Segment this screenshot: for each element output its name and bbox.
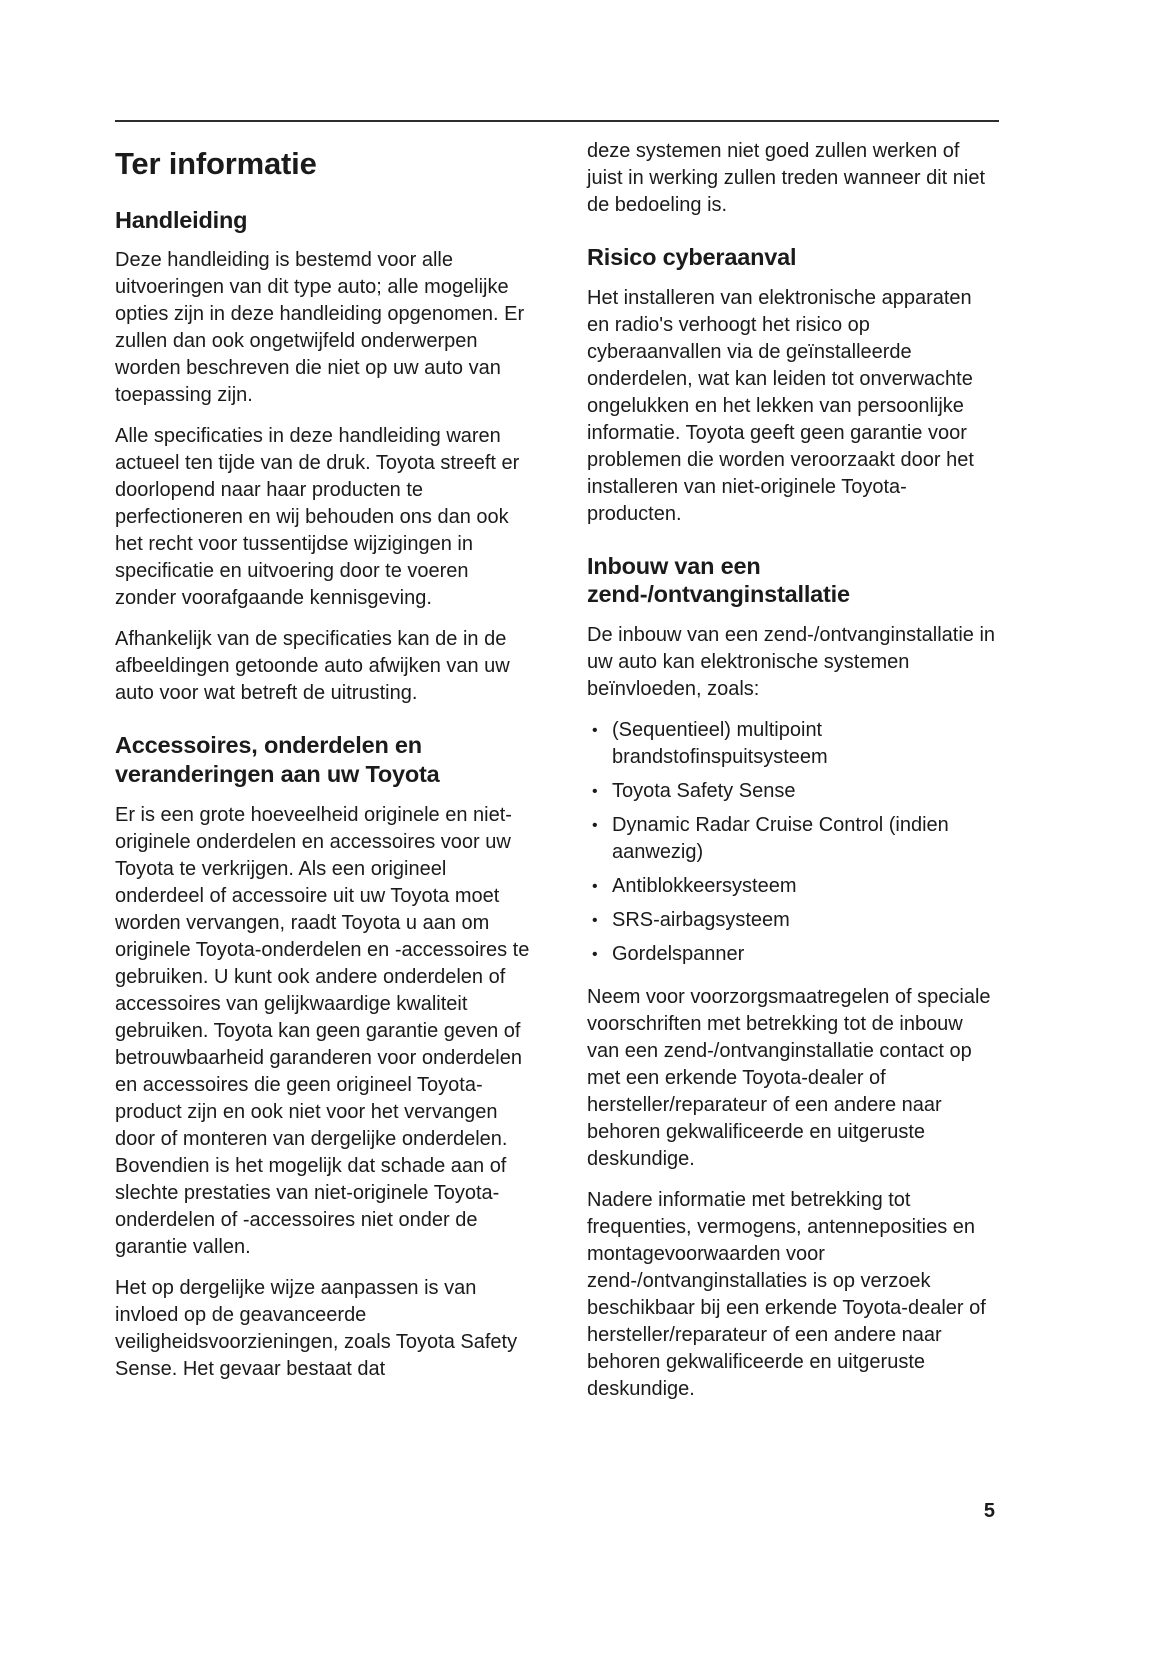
paragraph: deze systemen niet goed zullen werken of juist in werking zullen treden wanneer dit niet de bedoeling is. <box>587 140 985 216</box>
two-column-layout <box>115 138 999 1417</box>
list-item: • Antiblokkeersysteem <box>587 873 999 900</box>
list-item: • Dynamic Radar Cruise Control (indien aanwezig) <box>587 812 999 866</box>
bullet-list <box>587 717 999 968</box>
section-heading: Accessoires, onderdelen en veranderingen aan uw Toyota <box>115 732 440 787</box>
paragraph: Het op dergelijke wijze aanpassen is van invloed op de geavanceerde veiligheidsvoorzieningen, zoals Toyota Safety Sense. Het gevaar bestaat dat <box>115 1276 518 1380</box>
paragraph: Nadere informatie met betrekking tot frequenties, vermogens, antenneposities en montagevoorwaarden voor zend-/ontvanginstallaties is op verzoek beschikbaar bij een erkende Toyota-dealer of hersteller/reparateur of een andere naar behoren gekwalificeerde en uitgeruste deskundige. <box>587 1188 986 1400</box>
document-title: Ter informatie <box>115 146 317 181</box>
list-item: • Toyota Safety Sense <box>587 778 999 805</box>
section-heading: Risico cyberaanval <box>587 244 797 270</box>
section-heading: Inbouw van een zend-/ontvanginstallatie <box>587 552 850 608</box>
paragraph: Alle specificaties in deze handleiding waren actueel ten tijde van de druk. Toyota streeft er doorlopend naar haar producten te perfectioneren en wij behouden ons dan ook het recht voor tussentijdse wijzigingen in specificatie en uitvoering door te voeren zonder voorafgaande kennisgeving. <box>115 425 520 610</box>
list-item: • Gordelspanner <box>587 941 999 968</box>
list-item: • (Sequentieel) multipoint brandstofinspuitsysteem <box>587 717 999 771</box>
right-column <box>587 138 999 1417</box>
list-item: • SRS-airbagsysteem <box>587 907 999 934</box>
paragraph: Deze handleiding is bestemd voor alle uitvoeringen van dit type auto; alle mogelijke opties zijn in deze handleiding opgenomen. Er zullen dan ook ongetwijfeld onderwerpen worden beschreven die niet op uw auto van toepassing zijn. <box>115 249 525 407</box>
paragraph: Neem voor voorzorgsmaatregelen of speciale voorschriften met betrekking tot de inbouw van een zend-/ontvanginstallatie contact op met een erkende Toyota-dealer of hersteller/reparateur of een andere naar behoren gekwalificeerde en uitgeruste deskundige. <box>587 985 991 1170</box>
left-column <box>115 138 533 1397</box>
section-heading: Handleiding <box>115 206 248 233</box>
paragraph: De inbouw van een zend-/ontvanginstallatie in uw auto kan elektronische systemen beïnvloeden, zoals: <box>587 623 996 700</box>
paragraph: Het installeren van elektronische apparaten en radio's verhoogt het risico op cyberaanvallen via de geïnstalleerde onderdelen, wat kan leiden tot onverwachte ongelukken en het lekken van persoonlijke informatie. Toyota geeft geen garantie voor problemen die worden veroorzaakt door het installeren van niet-originele Toyota-producten. <box>587 286 974 525</box>
paragraph: Er is een grote hoeveelheid originele en niet-originele onderdelen en accessoires voor uw Toyota te verkrijgen. Als een origineel onderdeel of accessoire uit uw Toyota moet worden vervangen, raadt Toyota u aan om originele Toyota-onderdelen en -accessoires te gebruiken. U kunt ook andere onderdelen of accessoires van gelijkwaardige kwaliteit gebruiken. Toyota kan geen garantie geven of betrouwbaarheid garanderen voor onderdelen en accessoires die geen origineel Toyota-product zijn en ook niet voor het vervangen door of monteren van dergelijke onderdelen. Bovendien is het mogelijk dat schade aan of slechte prestaties van niet-originele Toyota-onderdelen of -accessoires niet onder de garantie vallen. <box>115 803 530 1258</box>
page-number: 5 <box>983 1500 995 1522</box>
page-content <box>115 120 999 1417</box>
paragraph: Afhankelijk van de specificaties kan de in de afbeeldingen getoonde auto afwijken van uw auto voor wat betreft de uitrusting. <box>115 628 510 705</box>
